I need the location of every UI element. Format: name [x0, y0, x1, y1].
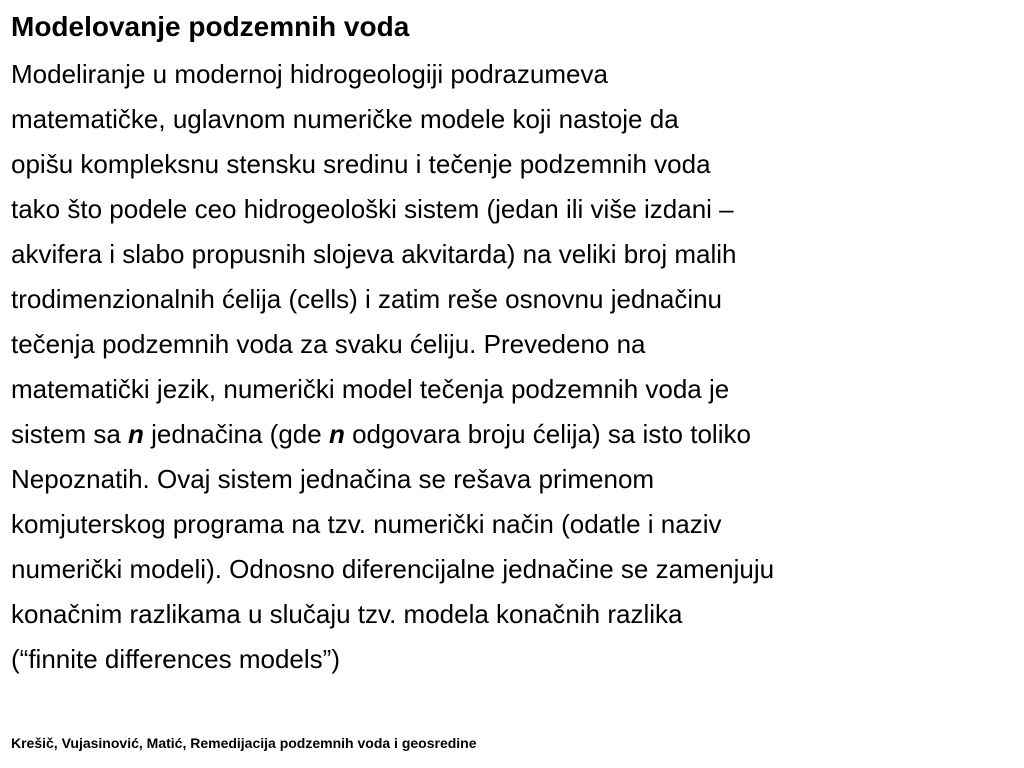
- body-line-1: Modeliranje u modernoj hidrogeologiji podrazumeva: [11, 59, 608, 89]
- body-line-9-part-2: jednačina (gde: [143, 419, 329, 449]
- body-line-7: tečenja podzemnih voda za svaku ćeliju. Prevedeno na: [11, 329, 646, 359]
- body-line-13: konačnim razlikama u slučaju tzv. modela konačnih razlika: [11, 599, 683, 629]
- body-line-9-part-3: odgovara broju ćelija) sa isto toliko: [344, 419, 751, 449]
- variable-n: n: [128, 419, 144, 449]
- body-paragraph: [11, 52, 774, 682]
- variable-n: n: [328, 419, 345, 449]
- body-line-10: Nepoznatih. Ovaj sistem jednačina se rešava primenom: [11, 464, 655, 494]
- body-line-6: trodimenzionalnih ćelija (cells) i zatim reše osnovnu jednačinu: [11, 284, 723, 314]
- footer-citation: Krešič, Vujasinović, Matić, Remedijacija podzemnih voda i geosredine: [11, 735, 477, 751]
- body-line-3: opišu kompleksnu stensku sredinu i tečenje podzemnih voda: [11, 149, 711, 179]
- body-line-8: matematički jezik, numerički model tečenja podzemnih voda je: [11, 374, 730, 404]
- body-line-12: numerički modeli). Odnosno diferencijalne jednačine se zamenjuju: [11, 554, 775, 584]
- body-line-11: komjuterskog programa na tzv. numerički način (odatle i naziv: [11, 509, 722, 539]
- body-line-9: [11, 412, 774, 457]
- body-line-14: (“finnite differences models”): [11, 644, 340, 674]
- slide-title: Modelovanje podzemnih voda: [11, 11, 410, 42]
- body-line-5: akvifera i slabo propusnih slojeva akvitarda) na veliki broj malih: [11, 239, 737, 269]
- body-line-9-part-1: sistem sa: [11, 419, 129, 449]
- body-line-2: matematičke, uglavnom numeričke modele koji nastoje da: [11, 104, 679, 134]
- body-line-4: tako što podele ceo hidrogeološki sistem (jedan ili više izdani –: [11, 194, 734, 224]
